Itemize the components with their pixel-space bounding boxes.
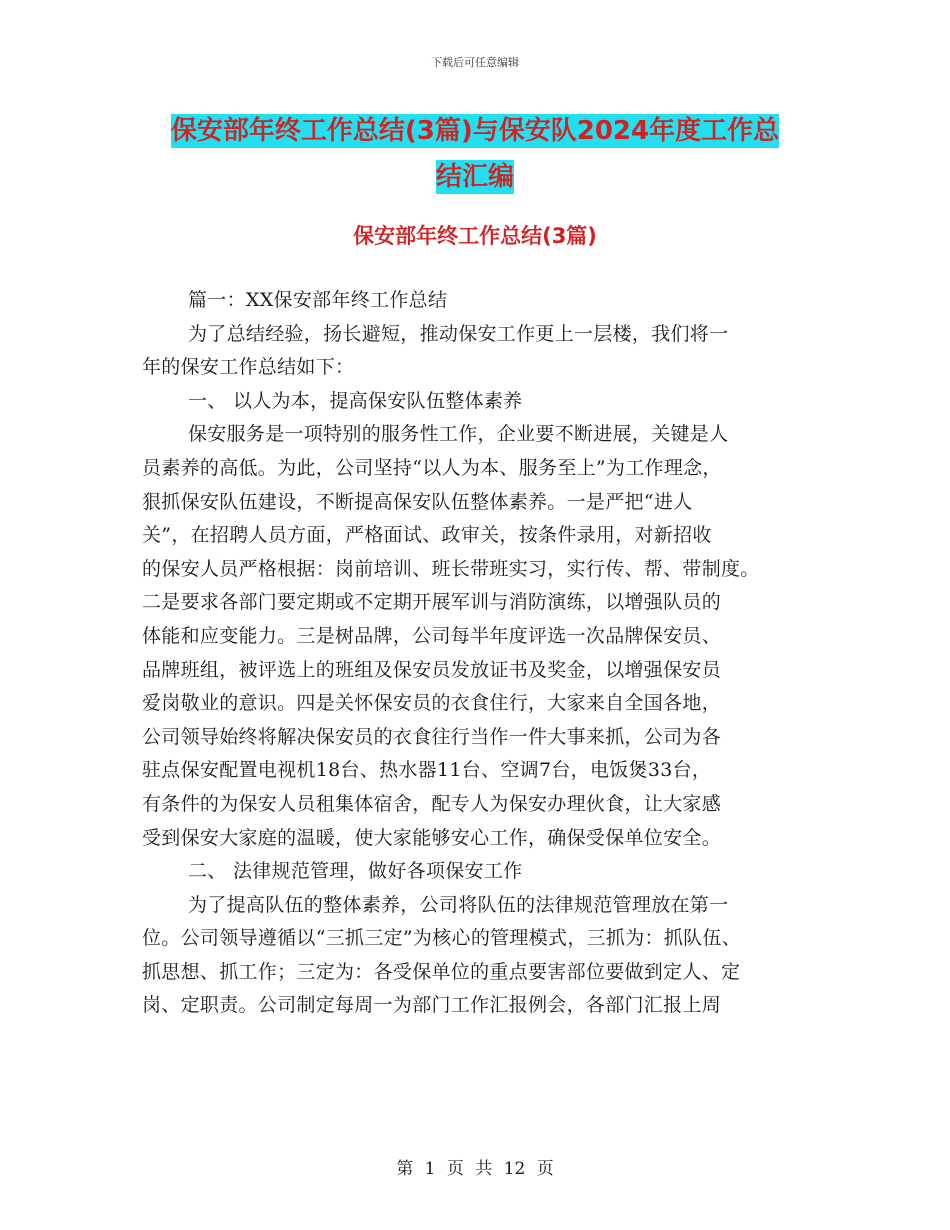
document-title-line-1: 保安部年终工作总结(3篇)与保安队2024年度工作总 xyxy=(170,116,780,146)
paragraph-line: 狠抓保安队伍建设，不断提高保安队伍整体素养。一是严把“进人 xyxy=(142,490,693,513)
paragraph-line: 二、 法律规范管理，做好各项保安工作 xyxy=(188,860,523,883)
section-title: 保安部年终工作总结(3篇) xyxy=(353,224,597,248)
paragraph-line: 为了提高队伍的整体素养，公司将队伍的法律规范管理放在第一 xyxy=(188,893,729,916)
paragraph-line: 为了总结经验，扬长避短，推动保安工作更上一层楼，我们将一 xyxy=(188,322,729,345)
paragraph-line: 抓思想、抓工作；三定为：各受保单位的重点要害部位要做到定人、定 xyxy=(142,960,741,983)
paragraph-line: 爱岗敬业的意识。四是关怀保安员的衣食住行，大家来自全国各地， xyxy=(142,692,722,715)
page-footer: 第 1 页 共 12 页 xyxy=(396,1159,554,1179)
paragraph-line: 岗、定职责。公司制定每周一为部门工作汇报例会，各部门汇报上周 xyxy=(142,994,722,1017)
body-text xyxy=(142,284,822,1023)
paragraph-line: 关”，在招聘人员方面，严格面试、政审关，按条件录用，对新招收 xyxy=(142,524,712,547)
paragraph-line: 有条件的为保安人员租集体宿舍，配专人为保安办理伙食，让大家感 xyxy=(142,792,722,815)
paragraph-line: 位。公司领导遵循以“三抓三定”为核心的管理模式，三抓为：抓队伍、 xyxy=(142,927,742,950)
paragraph-line: 篇一：XX保安部年终工作总结 xyxy=(188,289,448,311)
paragraph-line: 年的保安工作总结如下： xyxy=(142,356,355,379)
document-title xyxy=(0,108,950,200)
paragraph-line: 的保安人员严格根据：岗前培训、班长带班实习，实行传、帮、带制度。 xyxy=(142,557,760,580)
paragraph-line: 一、 以人为本，提高保安队伍整体素养 xyxy=(188,389,523,412)
paragraph-line: 公司领导始终将解决保安员的衣食往行当作一件大事来抓，公司为各 xyxy=(142,725,722,748)
document-title-line-2: 结汇编 xyxy=(435,162,514,192)
paragraph-line: 品牌班组，被评选上的班组及保安员发放证书及奖金，以增强保安员 xyxy=(142,658,722,681)
paragraph-line: 员素养的高低。为此，公司坚持“以人为本、服务至上”为工作理念， xyxy=(142,456,722,479)
paragraph-line: 受到保安大家庭的温暖，使大家能够安心工作，确保受保单位安全。 xyxy=(142,826,722,849)
paragraph-line: 驻点保安配置电视机18台、热水器11台、空调7台，电饭煲33台， xyxy=(142,759,712,782)
header-note: 下载后可任意编辑 xyxy=(431,56,519,69)
paragraph-line: 体能和应变能力。三是树品牌，公司每半年度评选一次品牌保安员、 xyxy=(142,624,722,647)
paragraph-line: 保安服务是一项特别的服务性工作，企业要不断进展，关键是人 xyxy=(188,423,729,446)
paragraph-line: 二是要求各部门要定期或不定期开展军训与消防演练，以增强队员的 xyxy=(142,591,722,614)
